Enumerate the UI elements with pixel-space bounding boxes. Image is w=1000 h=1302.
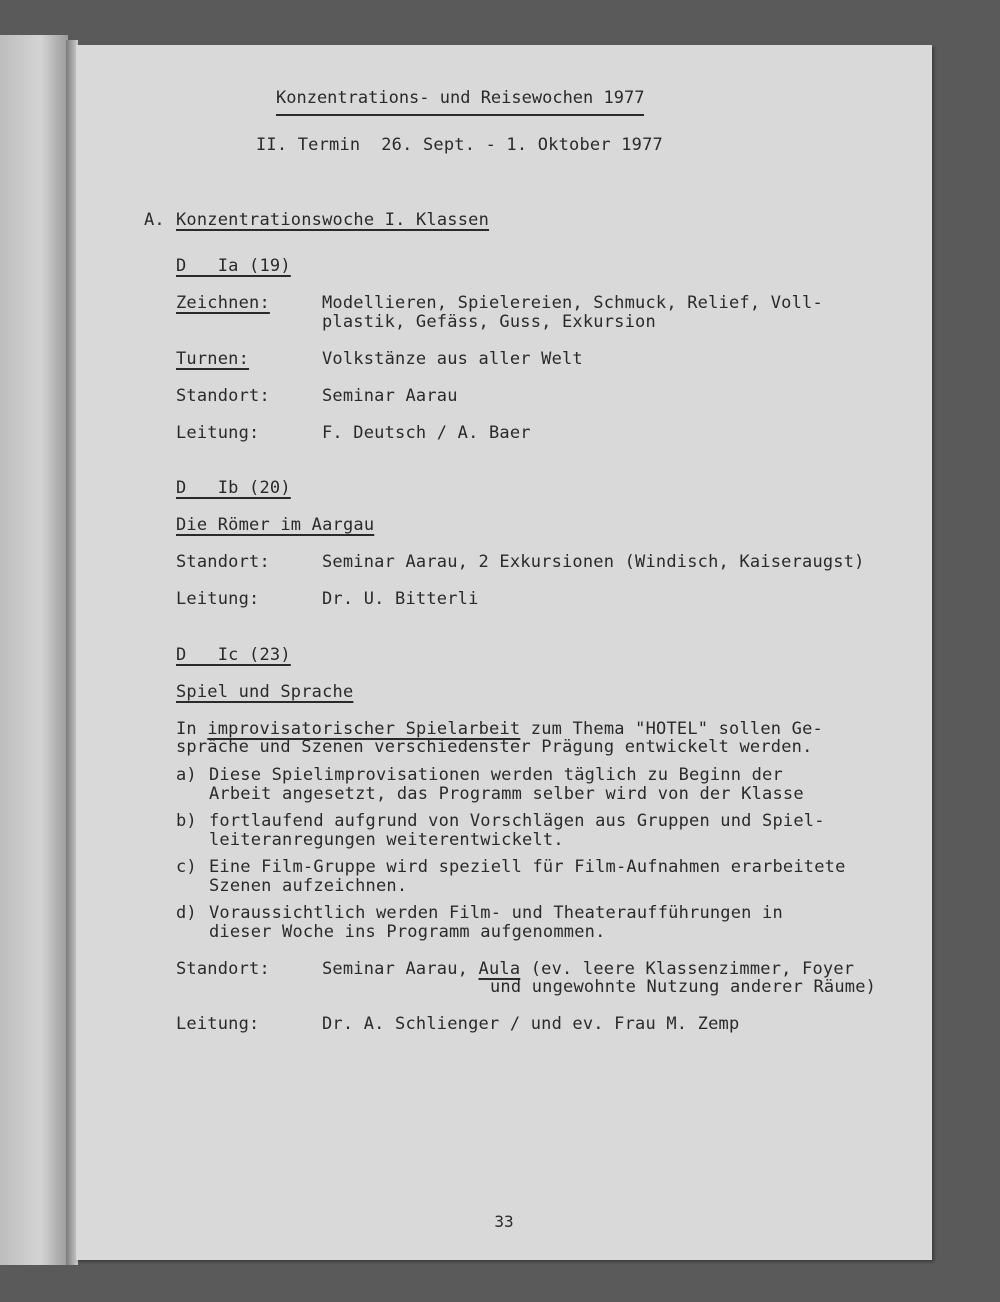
ic-item-a-line-2: Arbeit angesetzt, das Programm selber wird von der Klasse <box>209 784 804 804</box>
ic-item-d-line-2: dieser Woche ins Programm aufgenommen. <box>209 922 606 942</box>
ic-leitung-label: Leitung: <box>176 1014 260 1034</box>
ic-item-a-line-1: Diese Spielimprovisationen werden täglich zu Beginn der <box>209 765 783 785</box>
ia-zeichnen-line-2: plastik, Gefäss, Guss, Exkursion <box>322 312 656 332</box>
ic-standort-before: Seminar Aarau, <box>322 959 479 979</box>
ic-topic: Spiel und Sprache <box>176 682 354 702</box>
facing-page-edge <box>0 35 68 1265</box>
ia-leitung-label: Leitung: <box>176 423 260 443</box>
ib-topic: Die Römer im Aargau <box>176 515 375 535</box>
ic-item-c-line-1: Eine Film-Gruppe wird speziell für Film-Aufnahmen erarbeitete <box>209 857 846 877</box>
ic-intro-after: zum Thema "HOTEL" sollen Ge- <box>520 719 823 739</box>
ic-item-b-line-1: fortlaufend aufgrund von Vorschlägen aus Gruppen und Spiel- <box>209 811 825 831</box>
ic-item-d-line-1: Voraussichtlich werden Film- und Theateraufführungen in <box>209 903 783 923</box>
ic-item-c-line-2: Szenen aufzeichnen. <box>209 876 408 896</box>
page-subtitle: II. Termin 26. Sept. - 1. Oktober 1977 <box>256 135 663 155</box>
ia-turnen-label: Turnen: <box>176 349 250 369</box>
ic-standort-underlined: Aula <box>478 959 521 979</box>
ic-item-a-marker: a) <box>176 765 197 785</box>
ib-leitung-label: Leitung: <box>176 589 260 609</box>
section-a-title: Konzentrationswoche I. Klassen <box>176 210 490 230</box>
page-number: 33 <box>494 1212 514 1231</box>
ia-turnen-value: Volkstänze aus aller Welt <box>322 349 583 369</box>
ia-standort-value: Seminar Aarau <box>322 386 458 406</box>
ic-standort-line-2: und ungewohnte Nutzung anderer Räume) <box>490 977 877 997</box>
ic-standort-after: (ev. leere Klassenzimmer, Foyer <box>520 959 855 979</box>
ic-intro-before: In <box>176 719 208 739</box>
ia-standort-label: Standort: <box>176 386 270 406</box>
ic-standort-label: Standort: <box>176 959 270 979</box>
ia-zeichnen-label: Zeichnen: <box>176 293 270 313</box>
ia-leitung-value: F. Deutsch / A. Baer <box>322 423 531 443</box>
ic-item-d-marker: d) <box>176 903 197 923</box>
page-title: Konzentrations- und Reisewochen 1977 <box>276 89 644 116</box>
ic-intro-underlined: improvisatorischer Spielarbeit <box>207 719 521 739</box>
ib-standort-value: Seminar Aarau, 2 Exkursionen (Windisch, Kaiseraugst) <box>322 552 865 572</box>
ic-leitung-value: Dr. A. Schlienger / und ev. Frau M. Zemp <box>322 1014 740 1034</box>
ic-item-c-marker: c) <box>176 857 197 877</box>
section-a-prefix: A. <box>144 210 165 230</box>
ic-item-b-marker: b) <box>176 811 197 831</box>
ib-leitung-value: Dr. U. Bitterli <box>322 589 479 609</box>
ib-standort-label: Standort: <box>176 552 270 572</box>
ic-intro-line-2: spräche und Szenen verschiedenster Prägung entwickelt werden. <box>176 737 813 757</box>
group-ib-heading: D Ib (20) <box>176 478 291 498</box>
document-page <box>76 45 932 1260</box>
ia-zeichnen-line-1: Modellieren, Spielereien, Schmuck, Relief, Voll- <box>322 293 823 313</box>
group-ia-heading: D Ia (19) <box>176 256 291 276</box>
group-ic-heading: D Ic (23) <box>176 645 291 665</box>
ic-item-b-line-2: leiteranregungen weiterentwickelt. <box>209 830 564 850</box>
